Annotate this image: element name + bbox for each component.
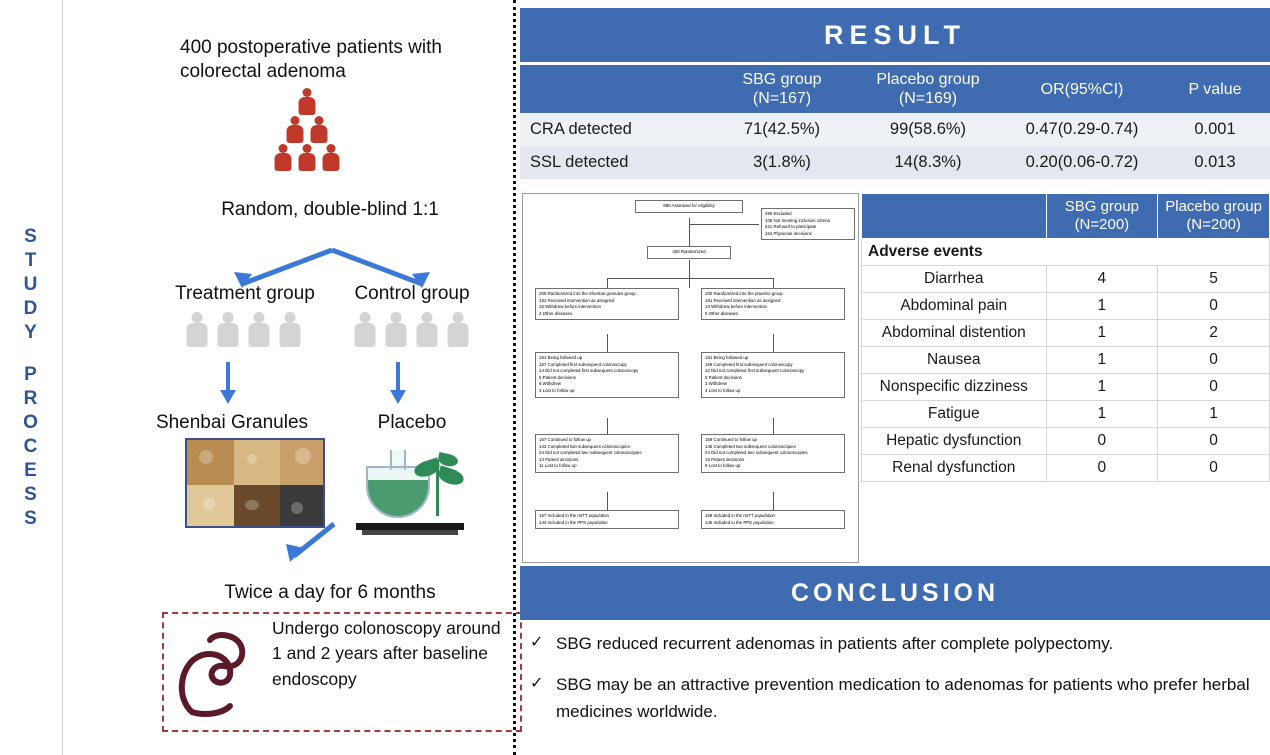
control-group-label: Control group [354,283,470,304]
vtitle-letter: D [23,298,39,319]
vtitle-letter: C [23,436,39,457]
flow-connector [607,418,608,434]
ae-name: Nonspecific dizziness [862,374,1047,401]
table-row [520,113,1270,146]
person-icon [277,312,303,348]
person-icon [215,312,241,348]
col-header-p: P value [1160,65,1270,113]
vtitle-letter: S [24,508,38,529]
table-row [862,401,1270,428]
ae-name: Nausea [862,347,1047,374]
flow-box-sbg-followup1: 181 Being followed up 167 Completed first subsequent colonoscopy 14 Did not completed first subsequent colonoscopy 5 Patient decisions 6 Withdrew 3 Lost to follow up [535,352,679,398]
table-row [862,455,1270,482]
ae-placebo: 0 [1158,347,1270,374]
ae-placebo: 0 [1158,455,1270,482]
herbal-medicine-photo [185,438,325,528]
conclusion-banner: CONCLUSION [520,566,1270,620]
lab-stand [356,523,464,530]
adverse-events-table [861,193,1270,482]
person-icon [272,144,294,172]
table-row [862,320,1270,347]
cell-sbg: 71(42.5%) [712,113,852,146]
table-row [520,146,1270,179]
panel-divider [513,0,516,755]
col-header-placebo: Placebo group (N=200) [1158,194,1270,239]
ae-placebo: 2 [1158,320,1270,347]
person-icon [445,312,471,348]
col-header-sbg: SBG group (N=200) [1046,194,1158,239]
flow-box-placebo-analysis: 169 Included in the mITT population 145 Included in the PPS population [701,510,845,529]
person-icon [296,144,318,172]
cell-p: 0.001 [1160,113,1270,146]
ae-name: Fatigue [862,401,1047,428]
table-row [862,374,1270,401]
flow-box-placebo-followup2: 169 Continued to follow up 145 Completed two subsequent colonoscopies 24 Did not completed two subsequent colonoscopies 15 Patient decisions 9 Lost to follow up [701,434,845,473]
flow-connector [607,334,608,352]
flow-connector [689,218,690,246]
merge-arrow-icon [272,520,352,578]
shenbai-granules-label: Shenbai Granules [155,412,309,433]
pyramid-row [232,88,382,116]
flow-connector [607,492,608,510]
ae-name: Hepatic dysfunction [862,428,1047,455]
person-icon [320,144,342,172]
result-banner: RESULT [520,8,1270,62]
ae-placebo: 0 [1158,374,1270,401]
ae-sbg: 1 [1046,401,1158,428]
randomization-label: Random, double-blind 1:1 [221,199,439,220]
ae-name: Renal dysfunction [862,455,1047,482]
control-group-people [352,312,471,348]
ae-placebo: 5 [1158,266,1270,293]
ae-placebo: 0 [1158,428,1270,455]
ae-placebo: 1 [1158,401,1270,428]
flow-box-placebo-followup1: 181 Being followed up 169 Completed first subsequent colonoscopy 12 Did not completed first subsequent colonoscopy 5 Patient decisions 3 Withdrew 4 Lost to follow up [701,352,845,398]
pyramid-row [232,116,382,144]
study-process-vertical-title [0,0,62,755]
flow-box-excluded: 490 Excluded 105 Not meeting inclusion criteria 221 Refused to participate 164 Physician decisions [761,208,855,240]
ae-placebo: 0 [1158,293,1270,320]
person-icon [184,312,210,348]
right-panel [520,0,1270,755]
table-row [862,347,1270,374]
cell-sbg: 3(1.8%) [712,146,852,179]
colon-icon [170,620,274,724]
lab-stand-base [362,530,458,535]
cohort-description: 400 postoperative patients with colorectal adenoma [180,37,442,82]
conclusion-list [520,630,1270,740]
flow-connector [689,260,690,288]
cell-p: 0.013 [1160,146,1270,179]
flow-box-sbg-followup2: 167 Continued to follow up 143 Completed two subsequent colonoscopies 24 Did not completed two subsequent colonoscopies 13 Patient decisions 11 Lost to follow up [535,434,679,473]
vtitle-letter: S [24,484,38,505]
treatment-group-people [184,312,303,348]
ae-sbg: 1 [1046,374,1158,401]
flow-connector [607,278,773,279]
table-row [862,293,1270,320]
pyramid-row [232,144,382,172]
person-icon [308,116,330,144]
table-section-row [862,239,1270,266]
vtitle-letter: U [23,274,39,295]
flow-box-placebo-rand: 200 Randomized into the placebo group 181 Received intervention as assigned 14 Withdrew before intervention 5 Other diseases [701,288,845,320]
ae-sbg: 1 [1046,293,1158,320]
table-row [862,266,1270,293]
flow-connector [773,492,774,510]
cell-placebo: 14(8.3%) [852,146,1004,179]
table-row [862,428,1270,455]
flow-box: 890 Assessed for eligibility [635,200,743,213]
ae-name: Abdominal pain [862,293,1047,320]
vtitle-letter: O [23,412,39,433]
flow-connector [773,418,774,434]
placebo-label: Placebo [377,412,447,433]
flask-plant-icon [362,440,454,528]
table-header-row [862,194,1270,239]
row-label: SSL detected [520,146,712,179]
left-panel [0,0,510,755]
vtitle-letter: T [24,250,38,271]
ae-sbg: 1 [1046,347,1158,374]
list-item [520,671,1270,725]
flow-connector [773,334,774,352]
col-header-placebo: Placebo group (N=169) [852,65,1004,113]
row-label: CRA detected [520,113,712,146]
flow-box-sbg-analysis: 167 Included in the mITT population 143 Included in the PPS population [535,510,679,529]
person-icon [246,312,272,348]
result-table [520,65,1270,179]
list-item [520,630,1270,657]
treatment-group-label: Treatment group [175,283,315,304]
table-header-row [520,65,1270,113]
col-header-blank [862,194,1047,239]
ae-name: Diarrhea [862,266,1047,293]
ae-name: Abdominal distention [862,320,1047,347]
ae-sbg: 4 [1046,266,1158,293]
person-icon [414,312,440,348]
followup-text: Undergo colonoscopy around 1 and 2 years after baseline endoscopy [272,618,501,689]
person-icon [383,312,409,348]
conclusion-text: SBG may be an attractive prevention medication to adenomas for patients who prefer herbal medicines worldwide. [556,675,1250,722]
check-icon: ✓ [530,675,544,693]
flow-connector [773,278,774,288]
person-icon [296,88,318,116]
col-header-sbg: SBG group (N=167) [712,65,852,113]
consort-flowchart [522,193,859,563]
dosing-label: Twice a day for 6 months [224,582,436,603]
cell-placebo: 99(58.6%) [852,113,1004,146]
conclusion-text: SBG reduced recurrent adenomas in patients after complete polypectomy. [556,634,1114,653]
col-header-blank [520,65,712,113]
col-header-or: OR(95%CI) [1004,65,1160,113]
person-icon [352,312,378,348]
study-flow-graphic [62,0,510,755]
cell-or: 0.20(0.06-0.72) [1004,146,1160,179]
vtitle-letter: P [24,364,38,385]
down-arrow-icon [220,362,236,406]
flow-connector [607,278,608,288]
flow-connector [689,224,759,225]
section-label: Adverse events [862,239,1270,266]
person-icon [284,116,306,144]
vtitle-letter: R [23,388,39,409]
vtitle-letter: S [24,226,38,247]
ae-sbg: 0 [1046,428,1158,455]
ae-sbg: 1 [1046,320,1158,347]
down-arrow-icon [390,362,406,406]
flow-box: 400 Randomized [647,246,731,259]
ae-sbg: 0 [1046,455,1158,482]
cell-or: 0.47(0.29-0.74) [1004,113,1160,146]
flow-box-sbg-rand: 200 Randomized into the Shenbai granules group 181 Received intervention as assigned 15 Withdrew before intervention 4 Other diseases [535,288,679,320]
vtitle-letter: E [24,460,38,481]
check-icon: ✓ [530,634,544,651]
vtitle-letter: Y [24,322,38,343]
patient-pyramid-icon [232,88,382,180]
